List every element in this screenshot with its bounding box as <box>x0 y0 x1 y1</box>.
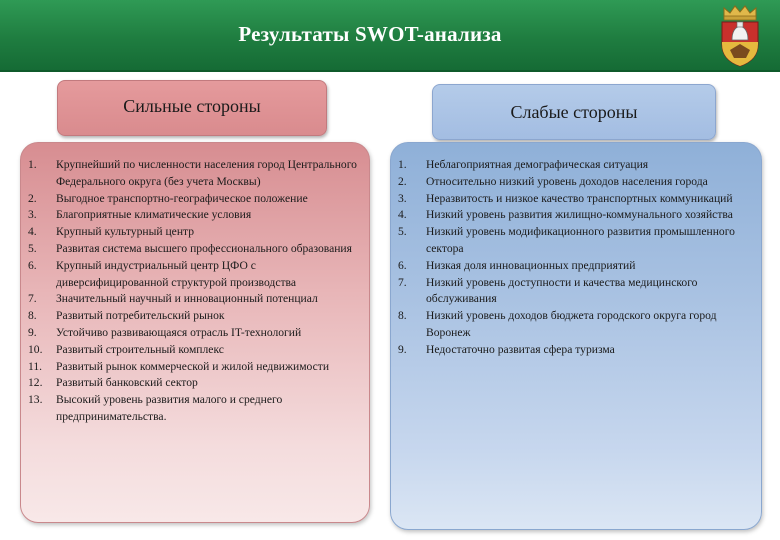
item-text: Крупный культурный центр <box>56 225 195 239</box>
item-number: 2. <box>28 191 37 205</box>
item-text: Низкий уровень доходов бюджета городского округа город Воронеж <box>426 309 717 339</box>
item-number: 2. <box>398 174 407 188</box>
list-item <box>398 157 748 174</box>
item-text: Крупнейший по численности населения город Центрального Федерального округа (без учета Москвы) <box>56 158 357 188</box>
strengths-list <box>28 157 364 426</box>
item-text: Неразвитость и низкое качество транспортных коммуникаций <box>426 191 733 205</box>
item-number: 1. <box>28 158 37 171</box>
item-text: Низкий уровень развития жилищно-коммунального хозяйства <box>426 208 733 222</box>
item-number: 5. <box>398 225 407 239</box>
item-text: Развитый банковский сектор <box>56 376 198 390</box>
item-text: Неблагоприятная демографическая ситуация <box>426 158 649 171</box>
item-text: Недостаточно развитая сфера туризма <box>426 342 615 356</box>
page-title: Результаты SWOT-анализа <box>238 22 502 46</box>
weaknesses-title: Слабые стороны <box>510 102 638 122</box>
strengths-title-box <box>57 80 327 136</box>
item-text: Развитый потребительский рынок <box>56 309 225 323</box>
item-number: 4. <box>28 225 37 239</box>
list-item <box>398 275 748 309</box>
list-item <box>398 342 748 359</box>
list-item <box>28 241 364 258</box>
item-number: 4. <box>398 208 407 222</box>
list-item <box>28 325 364 342</box>
item-text: Развитая система высшего профессионального образования <box>56 241 352 255</box>
list-item <box>398 191 748 208</box>
item-number: 11. <box>28 359 43 373</box>
item-text: Значительный научный и инновационный потенциал <box>56 292 318 306</box>
item-number: 7. <box>28 292 37 306</box>
item-number: 13. <box>28 393 43 407</box>
item-text: Развитый строительный комплекс <box>56 342 224 356</box>
item-number: 8. <box>28 309 37 323</box>
list-item <box>28 359 364 376</box>
item-number: 9. <box>398 342 407 356</box>
list-item <box>28 157 364 191</box>
item-number: 12. <box>28 376 43 390</box>
item-text: Низкая доля инновационных предприятий <box>426 258 636 272</box>
list-item <box>28 191 364 208</box>
list-item <box>28 308 364 325</box>
list-item <box>28 258 364 292</box>
item-text: Низкий уровень доступности и качества медицинского обслуживания <box>426 275 698 306</box>
weaknesses-title-box <box>432 84 716 140</box>
list-item <box>398 174 748 191</box>
list-item <box>28 392 364 426</box>
list-item <box>398 224 748 258</box>
list-item <box>28 207 364 224</box>
item-text: Устойчиво развивающаяся отрасль IT-технологий <box>56 325 302 339</box>
item-number: 10. <box>28 342 43 356</box>
item-number: 7. <box>398 275 407 289</box>
list-item <box>28 375 364 392</box>
item-text: Выгодное транспортно-географическое положение <box>56 191 308 205</box>
item-number: 8. <box>398 309 407 323</box>
strengths-title: Сильные стороны <box>123 96 261 116</box>
list-item <box>398 258 748 275</box>
list-item <box>28 224 364 241</box>
item-number: 6. <box>28 258 37 272</box>
item-number: 6. <box>398 258 407 272</box>
item-text: Низкий уровень модификационного развития промышленного сектора <box>426 225 735 255</box>
item-text: Относительно низкий уровень доходов населения города <box>426 174 708 188</box>
list-item <box>398 308 748 342</box>
item-text: Благоприятные климатические условия <box>56 208 252 222</box>
list-item <box>28 291 364 308</box>
item-number: 5. <box>28 241 37 255</box>
list-item <box>28 342 364 359</box>
city-coat-of-arms-icon <box>716 4 764 68</box>
item-number: 9. <box>28 325 37 339</box>
item-text: Развитый рынок коммерческой и жилой недвижимости <box>56 359 330 373</box>
list-item <box>398 207 748 224</box>
item-number: 3. <box>28 208 37 222</box>
item-number: 1. <box>398 158 407 171</box>
header-bar <box>0 0 780 72</box>
item-number: 3. <box>398 191 407 205</box>
weaknesses-list <box>398 157 748 359</box>
item-text: Крупный индустриальный центр ЦФО с диверсифицированной структурой производства <box>56 258 296 289</box>
item-text: Высокий уровень развития малого и среднего предпринимательства. <box>56 393 283 423</box>
